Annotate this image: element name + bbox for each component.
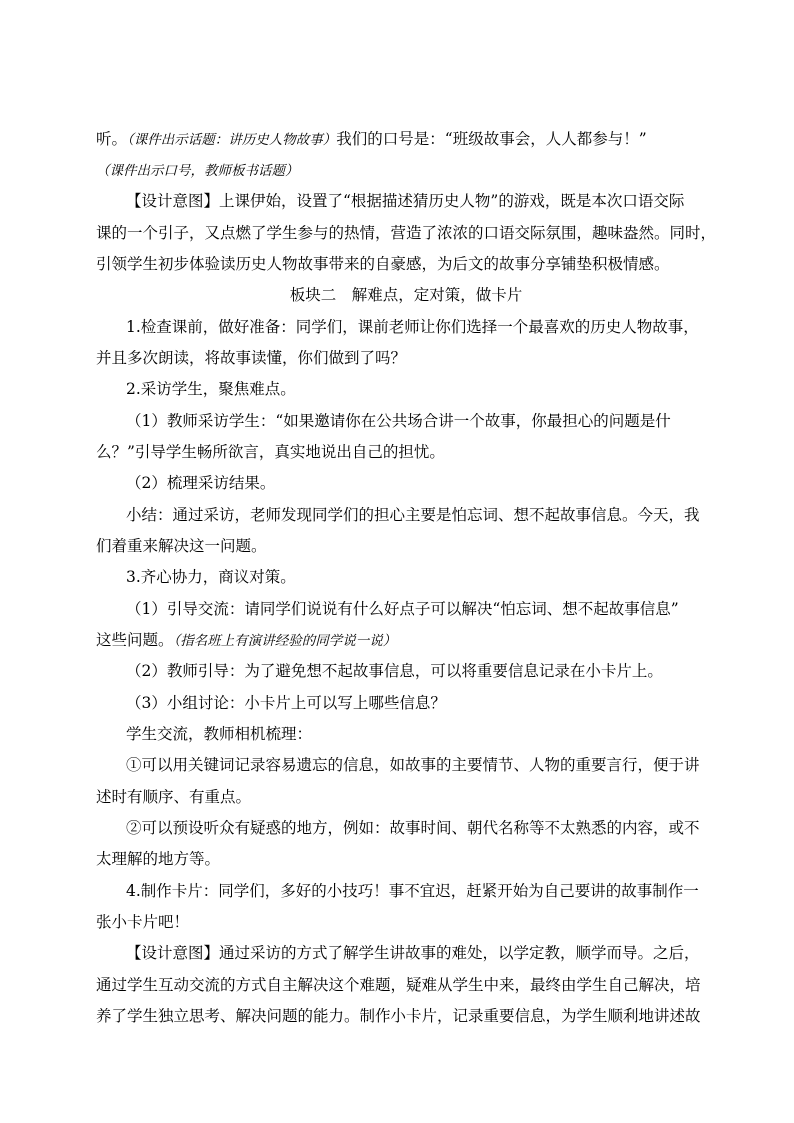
text-line: 通过学生互动交流的方式自主解决这个难题，疑难从学生中来，最终由学生自己解决，培: [96, 976, 701, 994]
text-line: 4.制作卡片：同学们，多好的小技巧！事不宜迟，赶紧开始为自己要讲的故事制作一: [126, 882, 699, 900]
text-line: 张小卡片吧！: [96, 913, 190, 931]
text-line: （2）教师引导：为了避免想不起故事信息，可以将重要信息记录在小卡片上。: [126, 662, 663, 680]
design-intent-paragraph: 【设计意图】通过采访的方式了解学生讲故事的难处，以学定教，顺学而导。之后，: [126, 944, 700, 962]
text-line: 2.采访学生，聚焦难点。: [126, 380, 296, 398]
text-line: 养了学生独立思考、解决问题的能力。制作小卡片，记录重要信息，为学生顺利地讲述故: [96, 1007, 701, 1025]
section-heading: 板块二 解难点，定对策，做卡片: [289, 286, 523, 304]
text-line: 3.齐心协力，商议对策。: [126, 568, 296, 586]
text-line: 这些问题。（指名班上有演讲经验的同学说一说）: [96, 631, 397, 649]
text-line: 小结：通过采访，老师发现同学们的担心主要是怕忘词、想不起故事信息。今天，我: [126, 506, 700, 524]
text-line: （3）小组讨论：小卡片上可以写上哪些信息？: [126, 694, 446, 712]
text-line: （2）梳理采访结果。: [126, 474, 276, 492]
text-line: ①可以用关键词记录容易遗忘的信息，如故事的主要情节、人物的重要言行，便于讲: [126, 756, 700, 774]
text-line: 们着重来解决这一问题。: [96, 537, 267, 555]
text-line: 并且多次朗读，将故事读懂，你们做到了吗？: [96, 349, 407, 367]
text-line: 引领学生初步体验读历史人物故事带来的自豪感，为后文的故事分享铺垫积极情感。: [96, 255, 670, 273]
text-line: 听。（课件出示话题：讲历史人物故事）我们的口号是：“班级故事会，人人都参与！”: [96, 130, 647, 148]
text-line: 述时有顺序、有重点。: [96, 788, 252, 806]
text-line: 课的一个引子，又点燃了学生参与的热情，营造了浓浓的口语交际氛围，趣味盎然。同时，: [96, 224, 717, 242]
text-line: ②可以预设听众有疑惑的地方，例如：故事时间、朝代名称等不太熟悉的内容，或不: [126, 819, 700, 837]
design-intent-paragraph: 【设计意图】上课伊始，设置了“根据描述猜历史人物”的游戏，既是本次口语交际: [126, 192, 685, 210]
text-line: 太理解的地方等。: [96, 850, 221, 868]
text-line: （课件出示口号，教师板书话题）: [96, 163, 299, 179]
text-line: 1.检查课前，做好准备：同学们，课前老师让你们选择一个最喜欢的历史人物故事，: [126, 318, 699, 336]
text-line: 么？”引导学生畅所欲言，真实地说出自己的担忧。: [96, 443, 445, 461]
text-line: 学生交流，教师相机梳理：: [126, 725, 313, 743]
text-line: （1）引导交流：请同学们说说有什么好点子可以解决“怕忘词、想不起故事信息”: [126, 600, 679, 618]
text-line: （1）教师采访学生：“如果邀请你在公共场合讲一个故事，你最担心的问题是什: [126, 412, 671, 430]
